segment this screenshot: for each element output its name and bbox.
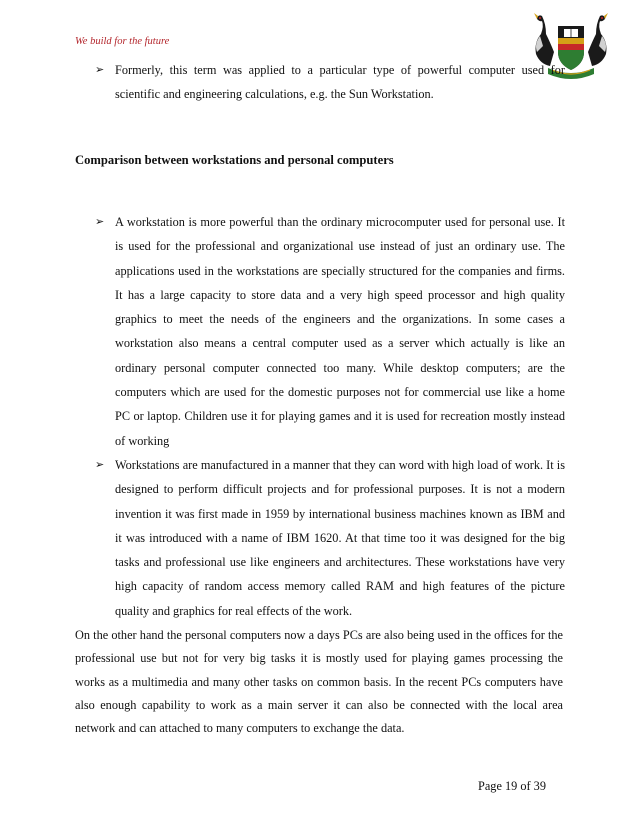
comparison-bullets	[95, 210, 565, 623]
page-number: Page 19 of 39	[478, 779, 546, 793]
list-item	[95, 453, 565, 623]
arrow-bullet-icon: ➢	[95, 458, 105, 471]
intro-bullet-block	[95, 58, 565, 107]
arrow-bullet-icon: ➢	[95, 216, 105, 228]
list-item	[95, 58, 565, 107]
bullet-text: Workstations are manufactured in a manner that they can word with high load of work. It is designed to perform difficult projects and for professional purposes. It is not a modern invention it was first made in 1959 by international business machines known as IBM and it was introduced with a name of IBM 1620. At that time too it was designed for the big tasks and professional use like engineers and architectures. These workstations have very high capacity of random access memory called RAM and high features of the picture quality and graphics for real effects of the work.	[115, 457, 565, 618]
bullet-text: Formerly, this term was applied to a particular type of powerful computer used for scientific and engineering calculations, e.g. the Sun Workstation.	[115, 63, 565, 102]
list-item	[95, 210, 565, 453]
header-tagline: We build for the future	[75, 36, 170, 47]
section-heading: Comparison between workstations and personal computers	[75, 153, 394, 167]
body-paragraph: On the other hand the personal computers now a days PCs are also being used in the offices for the professional use but not for very big tasks it is mostly used for playing games processing the works as a multimedia and many other tasks on common basis. In the recent PCs computers have also enough capability to work as a main server it can also be connected with the local area network and can attached to many computers to exchange the data.	[75, 628, 563, 736]
right-crane-icon	[588, 13, 608, 66]
bullet-text: A workstation is more powerful than the ordinary microcomputer used for personal use. It is used for the professional and organizational use instead of just an ordinary use. The applications used in the workstations are specially structured for the companies and firms. It has a large capacity to store data and a very high speed processor and high quality graphics to meet the needs of the engineers and the organizations. In some cases a workstation also means a central computer used as a server which actually is like an ordinary personal computer connected too many. While desktop computers; are the computers which are used for the domestic purposes not for commercial use like a home PC or laptop. Children use it for playing games and it is used for recreation mostly instead of working	[115, 215, 565, 448]
arrow-bullet-icon: ➢	[95, 64, 105, 76]
